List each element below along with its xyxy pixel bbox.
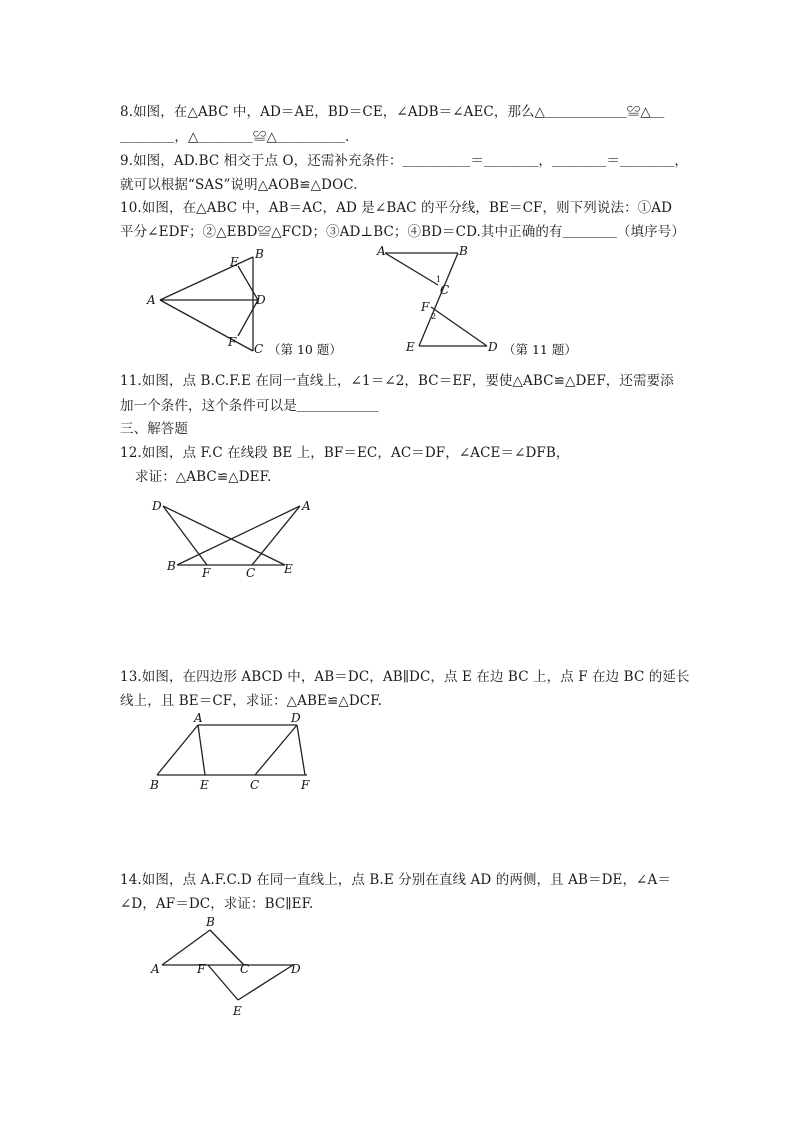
segment-AC: [160, 300, 253, 351]
label-D: D: [291, 962, 301, 976]
label-F: F: [421, 300, 430, 314]
label-D: D: [256, 293, 266, 307]
label-E: E: [230, 255, 239, 269]
segment-FD: [431, 307, 487, 346]
segment-DF: [297, 725, 305, 775]
label-C: C: [254, 342, 264, 356]
label-C: C: [240, 962, 250, 976]
section-heading: 三、解答题: [120, 421, 188, 437]
figure-10: [140, 240, 360, 365]
label-A: A: [194, 711, 203, 725]
segment-FE: [208, 965, 238, 1000]
segment-AB: [162, 930, 210, 965]
label-E: E: [284, 562, 293, 576]
caption-fig11: （第 11 题）: [503, 342, 577, 357]
label-B: B: [206, 915, 215, 929]
figure-11: [370, 240, 590, 365]
q11-line2: 加一个条件，这个条件可以是＿＿＿＿＿＿: [120, 398, 379, 414]
label-F: F: [228, 335, 237, 349]
label-B: B: [167, 559, 176, 573]
label-A: A: [302, 499, 311, 513]
q13-line2: 线上，且 BE＝CF，求证：△ABE≌△DCF.: [120, 693, 382, 709]
q12-line1: 12.如图，点 F.C 在线段 BE 上，BF＝EC，AC＝DF，∠ACE＝∠DFB，: [120, 445, 570, 461]
segment-AB: [160, 257, 253, 300]
q8-line1: 8.如图，在△ABC 中，AD＝AE，BD＝CE，∠ADB＝∠AEC，那么△＿＿＿＿＿＿≌△＿: [120, 104, 665, 120]
angle-1-label: 1: [436, 275, 442, 284]
q9-line2: 就可以根据“SAS”说明△AOB≌△DOC.: [120, 177, 358, 193]
label-E: E: [233, 1004, 242, 1018]
label-B: B: [150, 778, 159, 792]
label-F: F: [202, 566, 211, 580]
label-A: A: [151, 962, 160, 976]
label-D: D: [152, 499, 162, 513]
segment-FD: [238, 300, 258, 336]
label-D: D: [488, 340, 498, 354]
figure-13: [145, 710, 325, 795]
label-E: E: [406, 340, 415, 354]
q14-line1: 14.如图，点 A.F.C.D 在同一直线上，点 B.E 分别在直线 AD 的两侧，且 AB＝DE，∠A＝: [120, 872, 671, 888]
label-F: F: [197, 962, 206, 976]
q8-line2: ＿＿＿＿，△＿＿＿＿≌△＿＿＿＿＿.: [120, 129, 350, 145]
q9-line1: 9.如图，AD.BC 相交于点 O，还需补充条件：＿＿＿＿＿＝＿＿＿＿，＿＿＿＿＝＿＿＿＿，: [120, 153, 689, 169]
segment-ED: [238, 266, 258, 300]
q10-line1: 10.如图，在△ABC 中，AB＝AC，AD 是∠BAC 的平分线，BE＝CF，则下列说法：①AD: [120, 200, 673, 216]
segment-AC: [252, 506, 300, 565]
caption-fig10: （第 10 题）: [268, 342, 342, 357]
segment-AC: [385, 253, 438, 285]
q14-line2: ∠D，AF＝DC，求证：BC∥EF.: [120, 896, 314, 912]
segment-AB: [157, 725, 198, 775]
label-A: A: [147, 293, 156, 307]
segment-BA: [177, 506, 300, 565]
q13-line1: 13.如图，在四边形 ABCD 中，AB＝DC，AB∥DC，点 E 在边 BC 上，点 F 在边 BC 的延长: [120, 669, 690, 685]
q11-line1: 11.如图，点 B.C.F.E 在同一直线上，∠1＝∠2，BC＝EF，要使△ABC≌△DEF，还需要添: [120, 373, 674, 389]
label-C: C: [440, 283, 450, 297]
label-E: E: [200, 778, 209, 792]
label-C: C: [246, 566, 256, 580]
segment-DF: [163, 506, 207, 565]
label-A: A: [377, 244, 386, 258]
figure-12: [145, 495, 325, 585]
label-F: F: [301, 778, 310, 792]
q10-line2: 平分∠EDF；②△EBD≌△FCD；③AD⊥BC；④BD＝CD.其中正确的有＿＿＿＿（填序号）: [120, 224, 685, 240]
q12-line2: 求证：△ABC≌△DEF.: [135, 469, 272, 485]
label-C: C: [250, 778, 260, 792]
segment-BC: [210, 930, 244, 965]
segment-AE: [198, 725, 205, 775]
label-B: B: [255, 247, 264, 261]
segment-DC: [255, 725, 297, 775]
angle-2-label: 2: [431, 312, 437, 321]
label-D: D: [291, 711, 301, 725]
figure-14: [145, 915, 320, 1020]
segment-DE: [163, 506, 285, 565]
label-B: B: [459, 244, 468, 258]
